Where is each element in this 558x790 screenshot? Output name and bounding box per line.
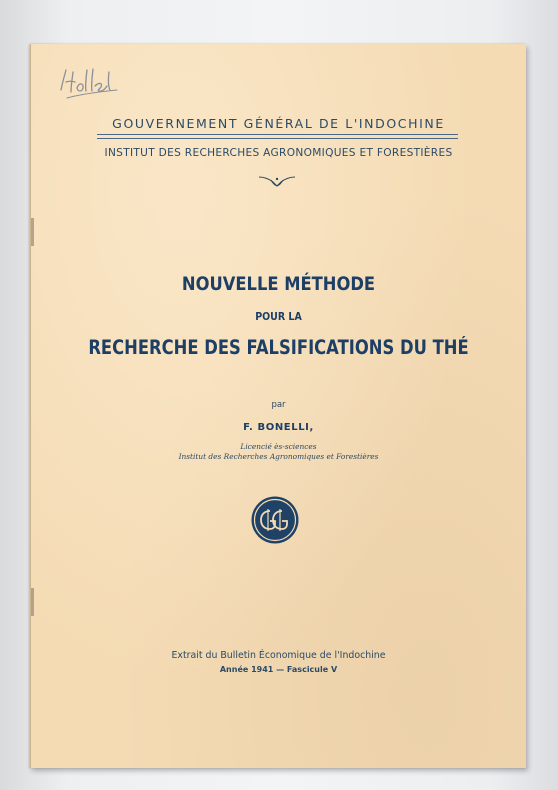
issue-line: Année 1941 — Fascicule V <box>219 665 338 674</box>
ggi-monogram-seal-icon <box>250 495 300 545</box>
staple-mark <box>31 588 34 616</box>
byline-par: par <box>271 400 286 410</box>
handwritten-signature <box>57 66 123 106</box>
staple-mark <box>31 218 34 246</box>
title-line-2: POUR LA <box>255 310 302 323</box>
author-name: F. BONELLI, <box>243 422 314 433</box>
header-double-rule <box>97 134 458 139</box>
institute-heading: INSTITUT DES RECHERCHES AGRONOMIQUES ET FORESTIÈRES <box>104 147 453 159</box>
author-degree: Licencié ès-sciences <box>240 442 317 451</box>
booklet-cover <box>30 44 526 768</box>
extract-line: Extrait du Bulletin Économique de l'Indochine <box>171 650 386 661</box>
title-line-3: RECHERCHE DES FALSIFICATIONS DU THÉ <box>88 336 469 359</box>
title-line-1: NOUVELLE MÉTHODE <box>181 273 376 295</box>
fleuron-ornament-icon <box>257 173 297 189</box>
government-heading: GOUVERNEMENT GÉNÉRAL DE L'INDOCHINE <box>112 116 445 131</box>
author-affiliation: Institut des Recherches Agronomiques et Forestières <box>178 452 379 461</box>
